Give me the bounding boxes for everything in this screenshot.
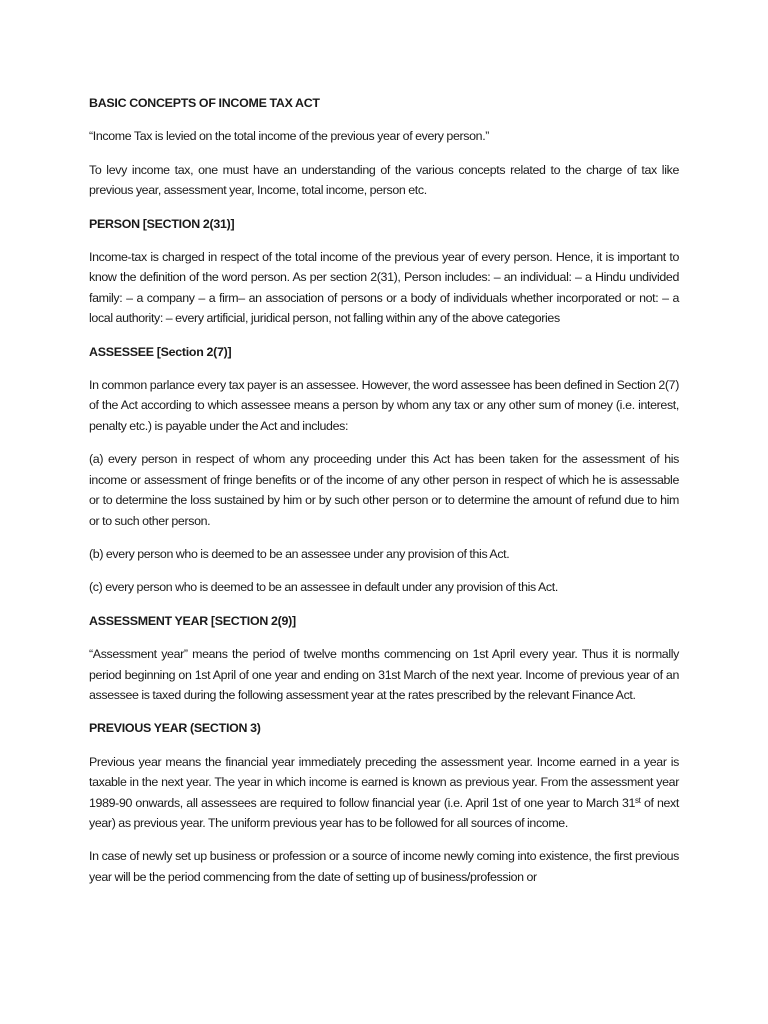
assessee-heading: ASSESSEE [Section 2(7)] bbox=[89, 344, 232, 359]
person-paragraph: Income-tax is charged in respect of the total income of the previous year of every person. Hence, it is important to know the definition of the word person. As per section 2(31), Person includes: – an individual: – a Hindu undivided family: – a company – a firm– an association of persons or a body of individuals whether incorporated or not: – a local authority: – every artificial, juridical person, not falling within any of the above categories bbox=[89, 250, 679, 326]
assessment-year-heading: ASSESSMENT YEAR [SECTION 2(9)] bbox=[89, 613, 296, 628]
assessee-item-c: (c) every person who is deemed to be an assessee in default under any provision of this Act. bbox=[89, 580, 558, 595]
previous-year-text-part1: Previous year means the financial year immediately preceding the assessment year. Income earned in a year is taxable in the next year. The year in which income is earned is known as previous year. From the assessment year 1989-90 onwards, all assessees are required to follow financial year (i.e. April 1st of one year to March 31 bbox=[89, 754, 679, 810]
assessment-year-paragraph: “Assessment year” means the period of twelve months commencing on 1st April every year. Thus it is normally period beginning on 1st April of one year and ending on 31st March of the next year. Income of previous year of an assessee is taxed during the following assessment year at the rates prescribed by the relevant Finance Act. bbox=[89, 647, 679, 702]
person-heading: PERSON [SECTION 2(31)] bbox=[89, 216, 235, 231]
document-title: BASIC CONCEPTS OF INCOME TAX ACT bbox=[89, 96, 320, 110]
previous-year-paragraph-2: In case of newly set up business or profession or a source of income newly coming into existence, the first previous year will be the period commencing from the date of setting up of business/profession or bbox=[89, 849, 679, 884]
previous-year-text-part2: of next year) as previous year. The uniform previous year has to be followed for all sources of income. bbox=[89, 795, 679, 830]
assessee-paragraph: In common parlance every tax payer is an assessee. However, the word assessee has been defined in Section 2(7) of the Act according to which assessee means a person by whom any tax or any other sum of money (i.e. interest, penalty etc.) is payable under the Act and includes: bbox=[89, 378, 679, 433]
assessee-item-b: (b) every person who is deemed to be an assessee under any provision of this Act. bbox=[89, 546, 510, 561]
previous-year-paragraph bbox=[89, 752, 679, 834]
previous-year-heading: PREVIOUS YEAR (SECTION 3) bbox=[89, 721, 261, 736]
intro-paragraph: To levy income tax, one must have an understanding of the various concepts related to the charge of tax like previous year, assessment year, Income, total income, person etc. bbox=[89, 162, 679, 198]
assessee-item-a: (a) every person in respect of whom any proceeding under this Act has been taken for the assessment of his income or assessment of fringe benefits or of the income of any other person in respect of which he is assessable or to determine the loss sustained by him or by such other person or to determine the amount of refund due to him or to such other person. bbox=[89, 452, 679, 528]
superscript-st: st bbox=[635, 795, 641, 805]
quote-paragraph: “Income Tax is levied on the total income of the previous year of every person.” bbox=[89, 129, 490, 144]
document-page bbox=[89, 93, 679, 900]
